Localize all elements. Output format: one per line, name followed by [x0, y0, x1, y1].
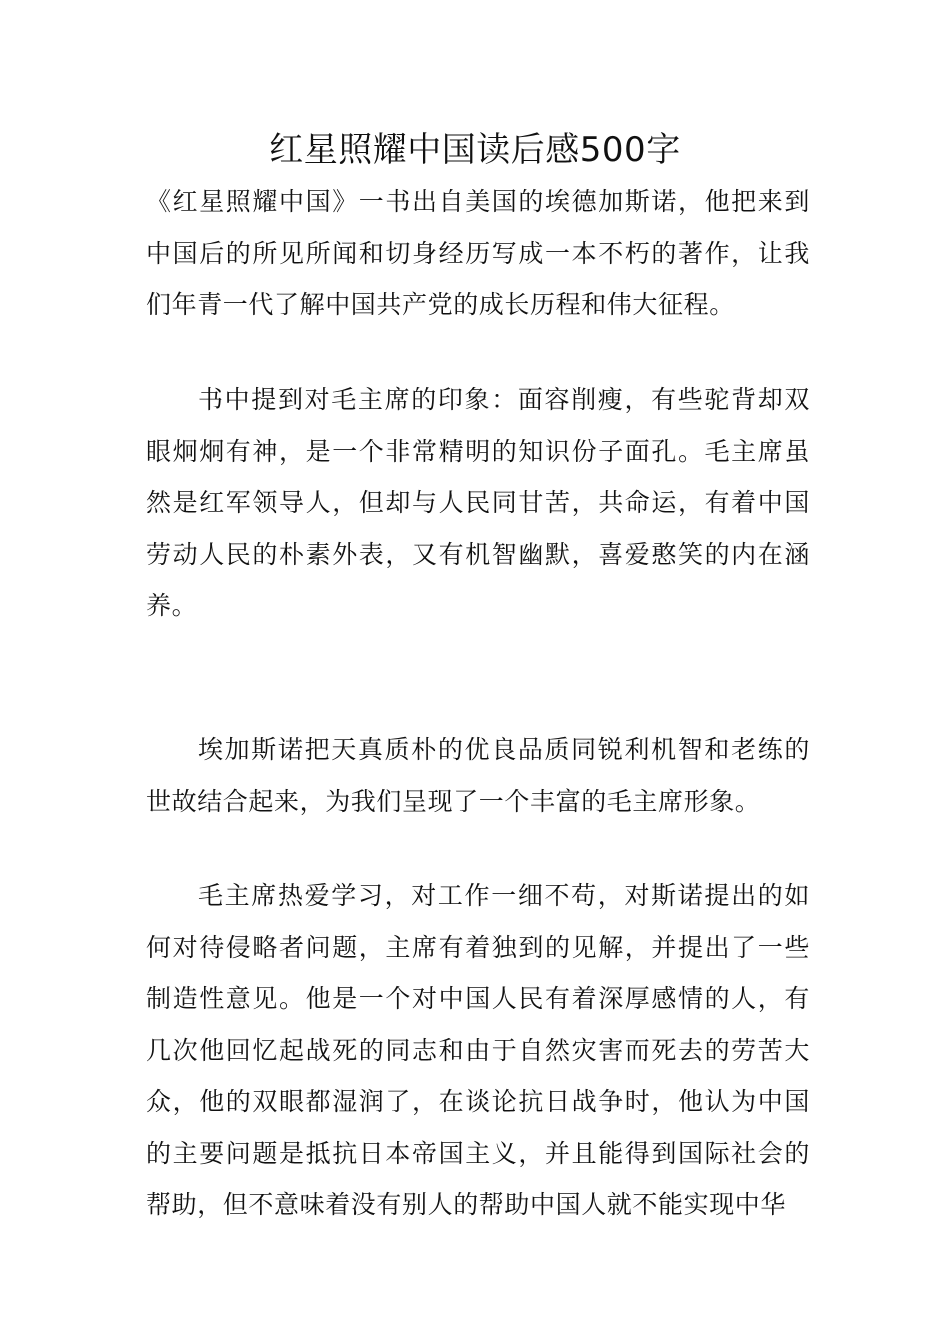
paragraph-intro: 《红星照耀中国》一书出自美国的埃德加斯诺，他把来到中国后的所见所闻和切身经历写成一本不朽的著作，让我们年青一代了解中国共产党的成长历程和伟大征程。 [146, 187, 810, 319]
document-title: 红星照耀中国读后感500字 [269, 130, 681, 170]
paragraph-impression: 书中提到对毛主席的印象：面容削瘦，有些驼背却双眼炯炯有神，是一个非常精明的知识份子面孔。毛主席虽然是红军领导人，但却与人民同甘苦，共命运，有着中国劳动人民的朴素外表，又有机智幽默，喜爱憨笑的内在涵养。 [146, 385, 810, 620]
paragraph-study: 毛主席热爱学习，对工作一细不苟，对斯诺提出的如何对待侵略者问题，主席有着独到的见解，并提出了一些制造性意见。他是一个对中国人民有着深厚感情的人，有几次他回忆起战死的同志和由于自然灾害而死去的劳苦大众，他的双眼都湿润了，在谈论抗日战争时，他认为中国的主要问题是抵抗日本帝国主义，并且能得到国际社会的帮助，但不意味着没有别人的帮助中国人就不能实现中华 [146, 881, 810, 1219]
paragraph-portrait: 埃加斯诺把天真质朴的优良品质同锐利机智和老练的世故结合起来，为我们呈现了一个丰富的毛主席形象。 [146, 735, 810, 816]
